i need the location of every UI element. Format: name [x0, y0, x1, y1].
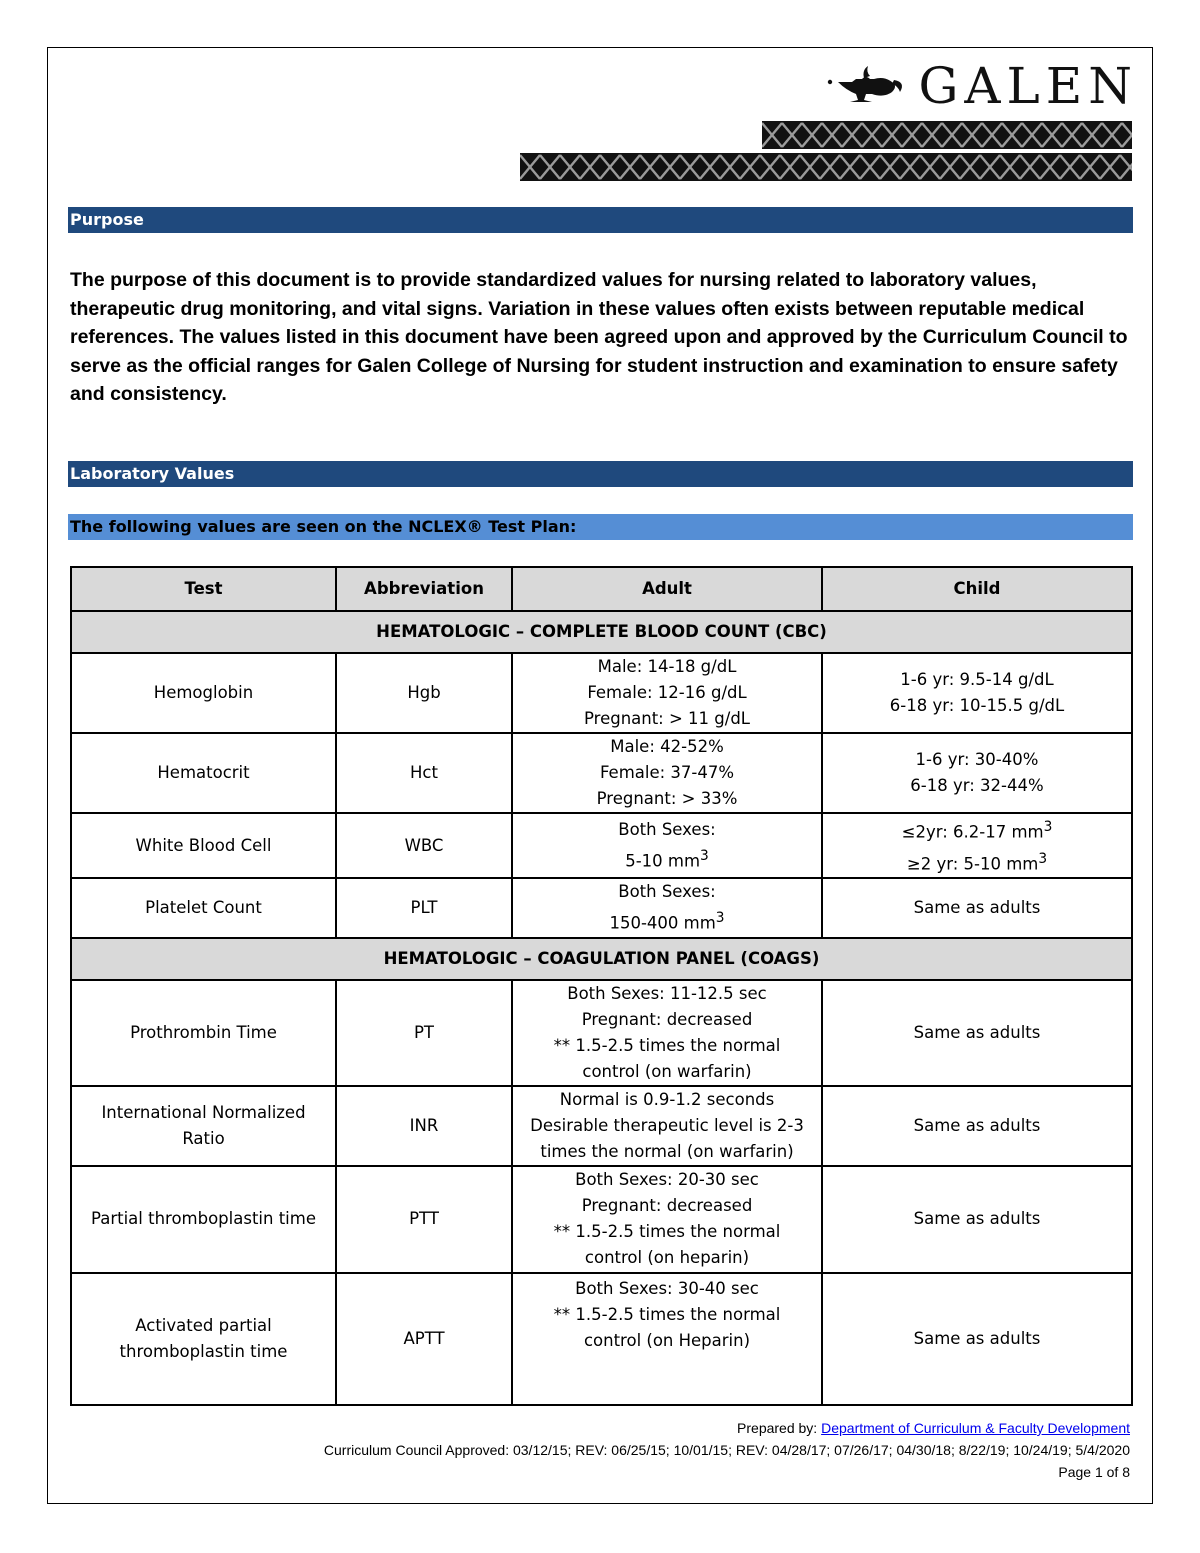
table-row — [71, 1086, 1132, 1166]
cell-child: Same as adults — [822, 980, 1132, 1086]
cell-child: Same as adults — [822, 1166, 1132, 1273]
cell-adult — [512, 813, 822, 878]
cell-line: 1-6 yr: 30-40% — [915, 750, 1039, 769]
cell-line: 1-6 yr: 9.5-14 g/dL — [900, 670, 1054, 689]
cell-line: 6-18 yr: 10-15.5 g/dL — [889, 696, 1065, 715]
cell-adult — [512, 653, 822, 733]
cell-child — [822, 813, 1132, 878]
cell-child: Same as adults — [822, 1273, 1132, 1405]
cell-line — [517, 843, 817, 875]
cell-line-text: 5-10 mm — [625, 851, 701, 871]
cell-line — [517, 905, 817, 937]
cell-abbreviation: PTT — [336, 1166, 512, 1273]
cell-line: control (on Heparin) — [583, 1330, 751, 1350]
table-row — [71, 733, 1132, 813]
cell-line: control (on warfarin) — [582, 1061, 752, 1081]
cell-line: Both Sexes: — [618, 819, 716, 839]
cell-line: Both Sexes: — [618, 882, 716, 901]
header-adult: Adult — [512, 567, 822, 611]
cell-line: Pregnant: decreased — [581, 1009, 753, 1029]
cell-child — [822, 653, 1132, 733]
cell-child — [822, 733, 1132, 813]
cell-line: Desirable therapeutic level is 2-3 — [530, 1115, 804, 1135]
cell-line: Activated partial — [135, 1315, 272, 1335]
cell-line: Normal is 0.9-1.2 seconds — [559, 1089, 775, 1109]
cell-adult — [512, 878, 822, 938]
laboratory-values-header: Laboratory Values — [68, 461, 1133, 487]
cell-line: times the normal (on warfarin) — [540, 1141, 794, 1161]
cell-adult — [512, 733, 822, 813]
cell-test: White Blood Cell — [71, 813, 336, 878]
superscript: 3 — [1038, 850, 1048, 867]
superscript: 3 — [700, 847, 709, 864]
prepared-by-link[interactable]: Department of Curriculum & Faculty Development — [821, 1420, 1130, 1436]
table-header-row — [71, 567, 1132, 611]
cell-line: 6-18 yr: 32-44% — [910, 776, 1044, 795]
cell-line: Female: 12-16 g/dL — [587, 683, 747, 702]
table-row — [71, 1273, 1132, 1405]
cell-line-text: 150-400 mm — [609, 913, 716, 933]
decorative-pattern-bar-bottom — [520, 153, 1132, 181]
cell-abbreviation: INR — [336, 1086, 512, 1166]
cell-abbreviation: PT — [336, 980, 512, 1086]
cell-test — [71, 1273, 336, 1405]
cell-line: thromboplastin time — [119, 1341, 288, 1361]
cell-line-text: ≥2 yr: 5-10 mm — [906, 854, 1039, 873]
cell-line: International Normalized — [101, 1102, 306, 1122]
table-row — [71, 980, 1132, 1086]
page-number: Page 1 of 8 — [1058, 1464, 1130, 1480]
nclex-subheader: The following values are seen on the NCLEX® Test Plan: — [68, 514, 1133, 540]
lab-values-table — [70, 566, 1133, 1406]
cell-line: Male: 14-18 g/dL — [597, 657, 737, 676]
purpose-text: The purpose of this document is to provide standardized values for nursing related to laboratory values, therapeutic drug monitoring, and vital signs. Variation in these values often exists between reputable medical references. The values listed in this document have been agreed upon and approved by the Curriculum Council to serve as the official ranges for Galen College of Nursing for student instruction and examination to ensure safety and consistency. — [70, 269, 1128, 405]
cell-abbreviation: Hct — [336, 733, 512, 813]
header-test: Test — [71, 567, 336, 611]
group-row-cbc — [71, 611, 1132, 653]
cell-adult — [512, 980, 822, 1086]
table-row — [71, 813, 1132, 878]
header-abbreviation: Abbreviation — [336, 567, 512, 611]
cell-line: Pregnant: > 11 g/dL — [583, 709, 750, 728]
cell-child: Same as adults — [822, 1086, 1132, 1166]
cell-line: Ratio — [182, 1128, 225, 1148]
cell-test: Hematocrit — [71, 733, 336, 813]
footer-prepared — [70, 1418, 1130, 1439]
cell-test — [71, 1086, 336, 1166]
superscript: 3 — [1043, 819, 1053, 835]
cell-line: Both Sexes: 11-12.5 sec — [567, 983, 767, 1003]
table-row — [71, 1166, 1132, 1273]
galen-logo — [818, 58, 1138, 114]
cell-line — [827, 814, 1127, 846]
table-row — [71, 653, 1132, 733]
cell-test: Prothrombin Time — [71, 980, 336, 1086]
cell-abbreviation: WBC — [336, 813, 512, 878]
prepared-label: Prepared by: — [737, 1420, 818, 1436]
table-row — [71, 878, 1132, 938]
cell-test: Hemoglobin — [71, 653, 336, 733]
cell-test: Partial thromboplastin time — [71, 1166, 336, 1273]
cell-line: control (on heparin) — [584, 1248, 750, 1267]
logo-text: GALEN — [918, 57, 1138, 115]
group-row-coags — [71, 938, 1132, 980]
group-title-cbc: HEMATOLOGIC – COMPLETE BLOOD COUNT (CBC) — [71, 611, 1132, 653]
cell-line: ** 1.5-2.5 times the normal — [553, 1035, 781, 1055]
lamp-icon — [826, 66, 908, 106]
superscript: 3 — [715, 910, 725, 926]
decorative-pattern-bar-top — [762, 121, 1132, 149]
cell-adult — [512, 1273, 822, 1405]
cell-child: Same as adults — [822, 878, 1132, 938]
cell-line: ** 1.5-2.5 times the normal — [553, 1222, 781, 1241]
cell-abbreviation: PLT — [336, 878, 512, 938]
cell-line: Female: 37-47% — [599, 763, 735, 782]
cell-adult — [512, 1086, 822, 1166]
cell-adult — [512, 1166, 822, 1273]
purpose-header: Purpose — [68, 207, 1133, 233]
cell-abbreviation: Hgb — [336, 653, 512, 733]
cell-line: Male: 42-52% — [610, 737, 724, 756]
cell-line: Both Sexes: 20-30 sec — [575, 1170, 759, 1189]
cell-line: Both Sexes: 30-40 sec — [575, 1278, 759, 1298]
group-title-coags: HEMATOLOGIC – COAGULATION PANEL (COAGS) — [71, 938, 1132, 980]
cell-test: Platelet Count — [71, 878, 336, 938]
footer-approved: Curriculum Council Approved: 03/12/15; REV: 06/25/15; 10/01/15; REV: 04/28/17; 07/26/17; 04/30/18; 8/22/19; 10/24/19; 5/4/2020 — [323, 1442, 1130, 1458]
cell-line — [827, 846, 1127, 878]
cell-line: Pregnant: decreased — [581, 1196, 753, 1215]
cell-line: ** 1.5-2.5 times the normal — [553, 1304, 781, 1324]
cell-line-text: ≤2yr: 6.2-17 mm — [901, 822, 1044, 842]
header-child: Child — [822, 567, 1132, 611]
cell-line: Pregnant: > 33% — [596, 789, 738, 808]
cell-abbreviation: APTT — [336, 1273, 512, 1405]
